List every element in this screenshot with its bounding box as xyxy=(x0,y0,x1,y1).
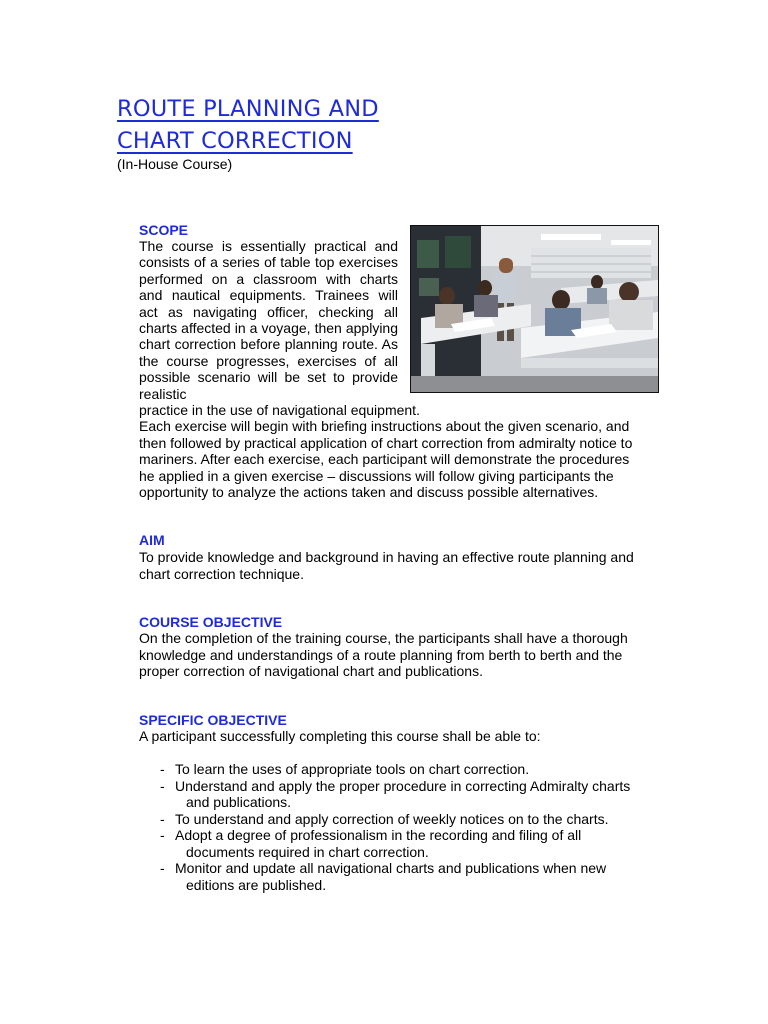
list-item-text-continued: and publications. xyxy=(186,794,292,810)
specific-objective-intro: A participant successfully completing this course shall be able to: xyxy=(139,728,541,744)
bullet-dash: - xyxy=(160,810,165,827)
page-title-line-2: CHART CORRECTION xyxy=(117,128,353,154)
scope-heading: SCOPE xyxy=(139,222,189,238)
course-objective-text: On the completion of the training course, the participants shall have a thorough knowledge and understandings of a route planning from berth to berth and the proper correction of navigational chart and publications. xyxy=(139,630,628,679)
list-item-text: To learn the uses of appropriate tools on chart correction. xyxy=(175,761,530,777)
list-item xyxy=(160,860,660,893)
aim-heading: AIM xyxy=(139,532,165,548)
scope-text-paragraph: Each exercise will begin with briefing instructions about the given scenario, and then followed by practical application of chart correction from admiralty notice to mariners. After each exercise, each participant will demonstrate the procedures he applied in a given exercise – discussions will follow giving participants the opportunity to analyze the actions taken and discuss possible alternatives. xyxy=(139,418,633,501)
course-objective-heading: COURSE OBJECTIVE xyxy=(139,614,283,630)
list-item-text-continued: documents required in chart correction. xyxy=(186,843,429,860)
list-item-text: Monitor and update all navigational charts and publications when new xyxy=(175,860,607,876)
page-title-line-1: ROUTE PLANNING AND xyxy=(117,96,379,122)
specific-objective-heading: SPECIFIC OBJECTIVE xyxy=(139,712,287,728)
list-item xyxy=(160,761,660,778)
list-item xyxy=(160,811,660,828)
specific-objective-list xyxy=(160,761,660,893)
aim-text: To provide knowledge and background in having an effective route planning and chart correction technique. xyxy=(139,549,634,582)
list-item-text: To understand and apply correction of weekly notices on to the charts. xyxy=(175,810,609,827)
bullet-dash: - xyxy=(160,761,165,777)
list-item-text: Adopt a degree of professionalism in the recording and filing of all xyxy=(175,827,582,843)
list-item xyxy=(160,778,660,811)
bullet-dash: - xyxy=(160,777,165,794)
bullet-dash: - xyxy=(160,827,165,843)
list-item-text-continued: editions are published. xyxy=(186,876,327,893)
list-item xyxy=(160,827,660,860)
scope-text-continued: practice in the use of navigational equipment. xyxy=(139,402,420,419)
classroom-photo xyxy=(410,225,659,393)
page-subtitle: (In-House Course) xyxy=(117,156,233,172)
scope-text-wrapped: The course is essentially practical and consists of a series of table top exercises performed on a classroom with charts and nautical equipments. Trainees will act as navigating officer, checking all charts affected in a voyage, then applying chart correction before planning route. As the course progresses, exercises of all possible scenario will be set to provide realistic xyxy=(139,238,398,402)
list-item-text: Understand and apply the proper procedure in correcting Admiralty charts xyxy=(175,777,631,794)
bullet-dash: - xyxy=(160,860,165,876)
